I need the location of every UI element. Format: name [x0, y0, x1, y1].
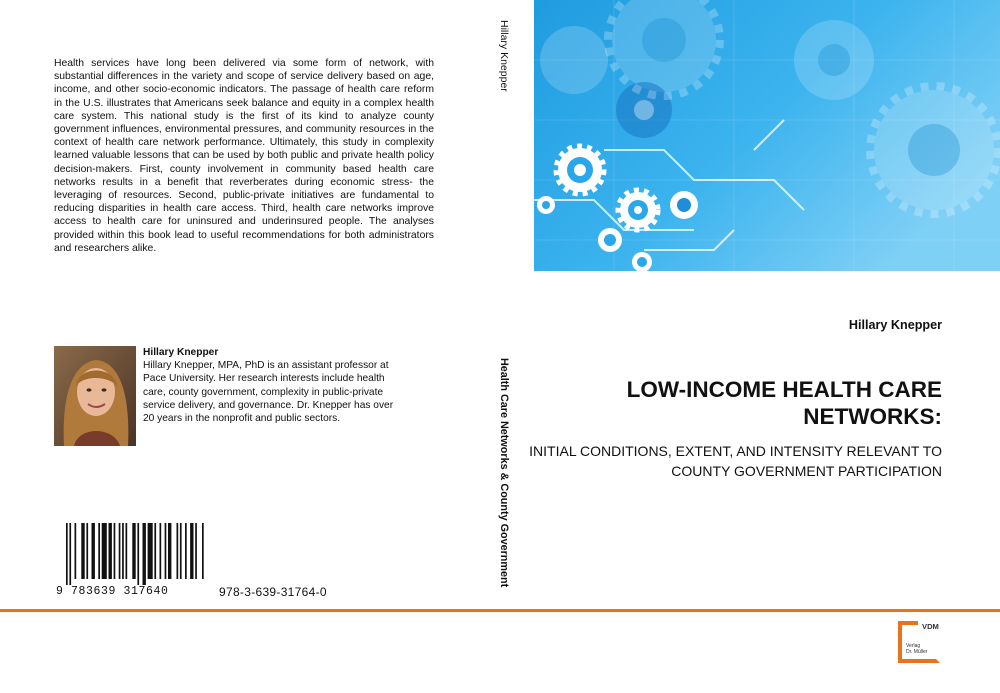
spine-title: Health Care Networks & County Government	[498, 358, 510, 588]
barcode-bars	[54, 523, 204, 585]
author-photo	[54, 346, 136, 446]
back-cover-blurb: Health services have long been delivered via some form of network, with substantial differences in the variety and scope of service delivery based on age, income, and other socio-economic indicators. The passage of health care reform in the U.S. illustrates that Americans seek balance and equity in a complex health care system. This national study is the first of its kind to analyze county government influences, environmental pressures, and community resources in the context of health care network performance. Ultimately, this study in complexity learned valuable lessons that can be used by both public and private health policy decision-makers. First, county involvement in community based health care networks results in a benefit that reverberates during economic stress- the leveraging of resources. Second, public-private initiatives are fundamental to reducing disparities in health care access. Third, health care networks improve access to health care for uninsured and underinsured people. The analyses provided within this book lead to useful recommendations for both administrators and researchers alike.	[54, 58, 434, 254]
publisher-sub-line1: Verlag	[906, 643, 921, 649]
barcode-digits: 9 783639 317640	[56, 585, 169, 598]
publisher-subtext	[906, 643, 927, 655]
isbn-number: 978-3-639-31764-0	[219, 585, 327, 599]
book-subtitle: INITIAL CONDITIONS, EXTENT, AND INTENSITY RELEVANT TO COUNTY GOVERNMENT PARTICIPATION	[529, 443, 942, 479]
book-spine	[468, 0, 532, 610]
front-author: Hillary Knepper	[848, 318, 942, 332]
author-bio-block	[143, 346, 405, 425]
isbn-barcode	[54, 523, 334, 603]
author-bio-text: Hillary Knepper, MPA, PhD is an assistant professor at Pace University. Her research interests include health care, county government, complexity in public-private service delivery, and governance. Dr. Knepper has over 20 years in the nonprofit and public sectors.	[143, 360, 394, 425]
orange-divider	[0, 609, 1000, 612]
spine-author: Hillary Knepper	[498, 20, 510, 92]
publisher-logo	[898, 621, 940, 663]
cover-gear-artwork	[534, 0, 1000, 271]
author-bio-name: Hillary Knepper	[143, 347, 219, 358]
publisher-sub-line2: Dr. Müller	[906, 649, 928, 655]
publisher-mark: VDM	[922, 622, 939, 631]
book-title: LOW-INCOME HEALTH CARE NETWORKS:	[626, 377, 942, 429]
